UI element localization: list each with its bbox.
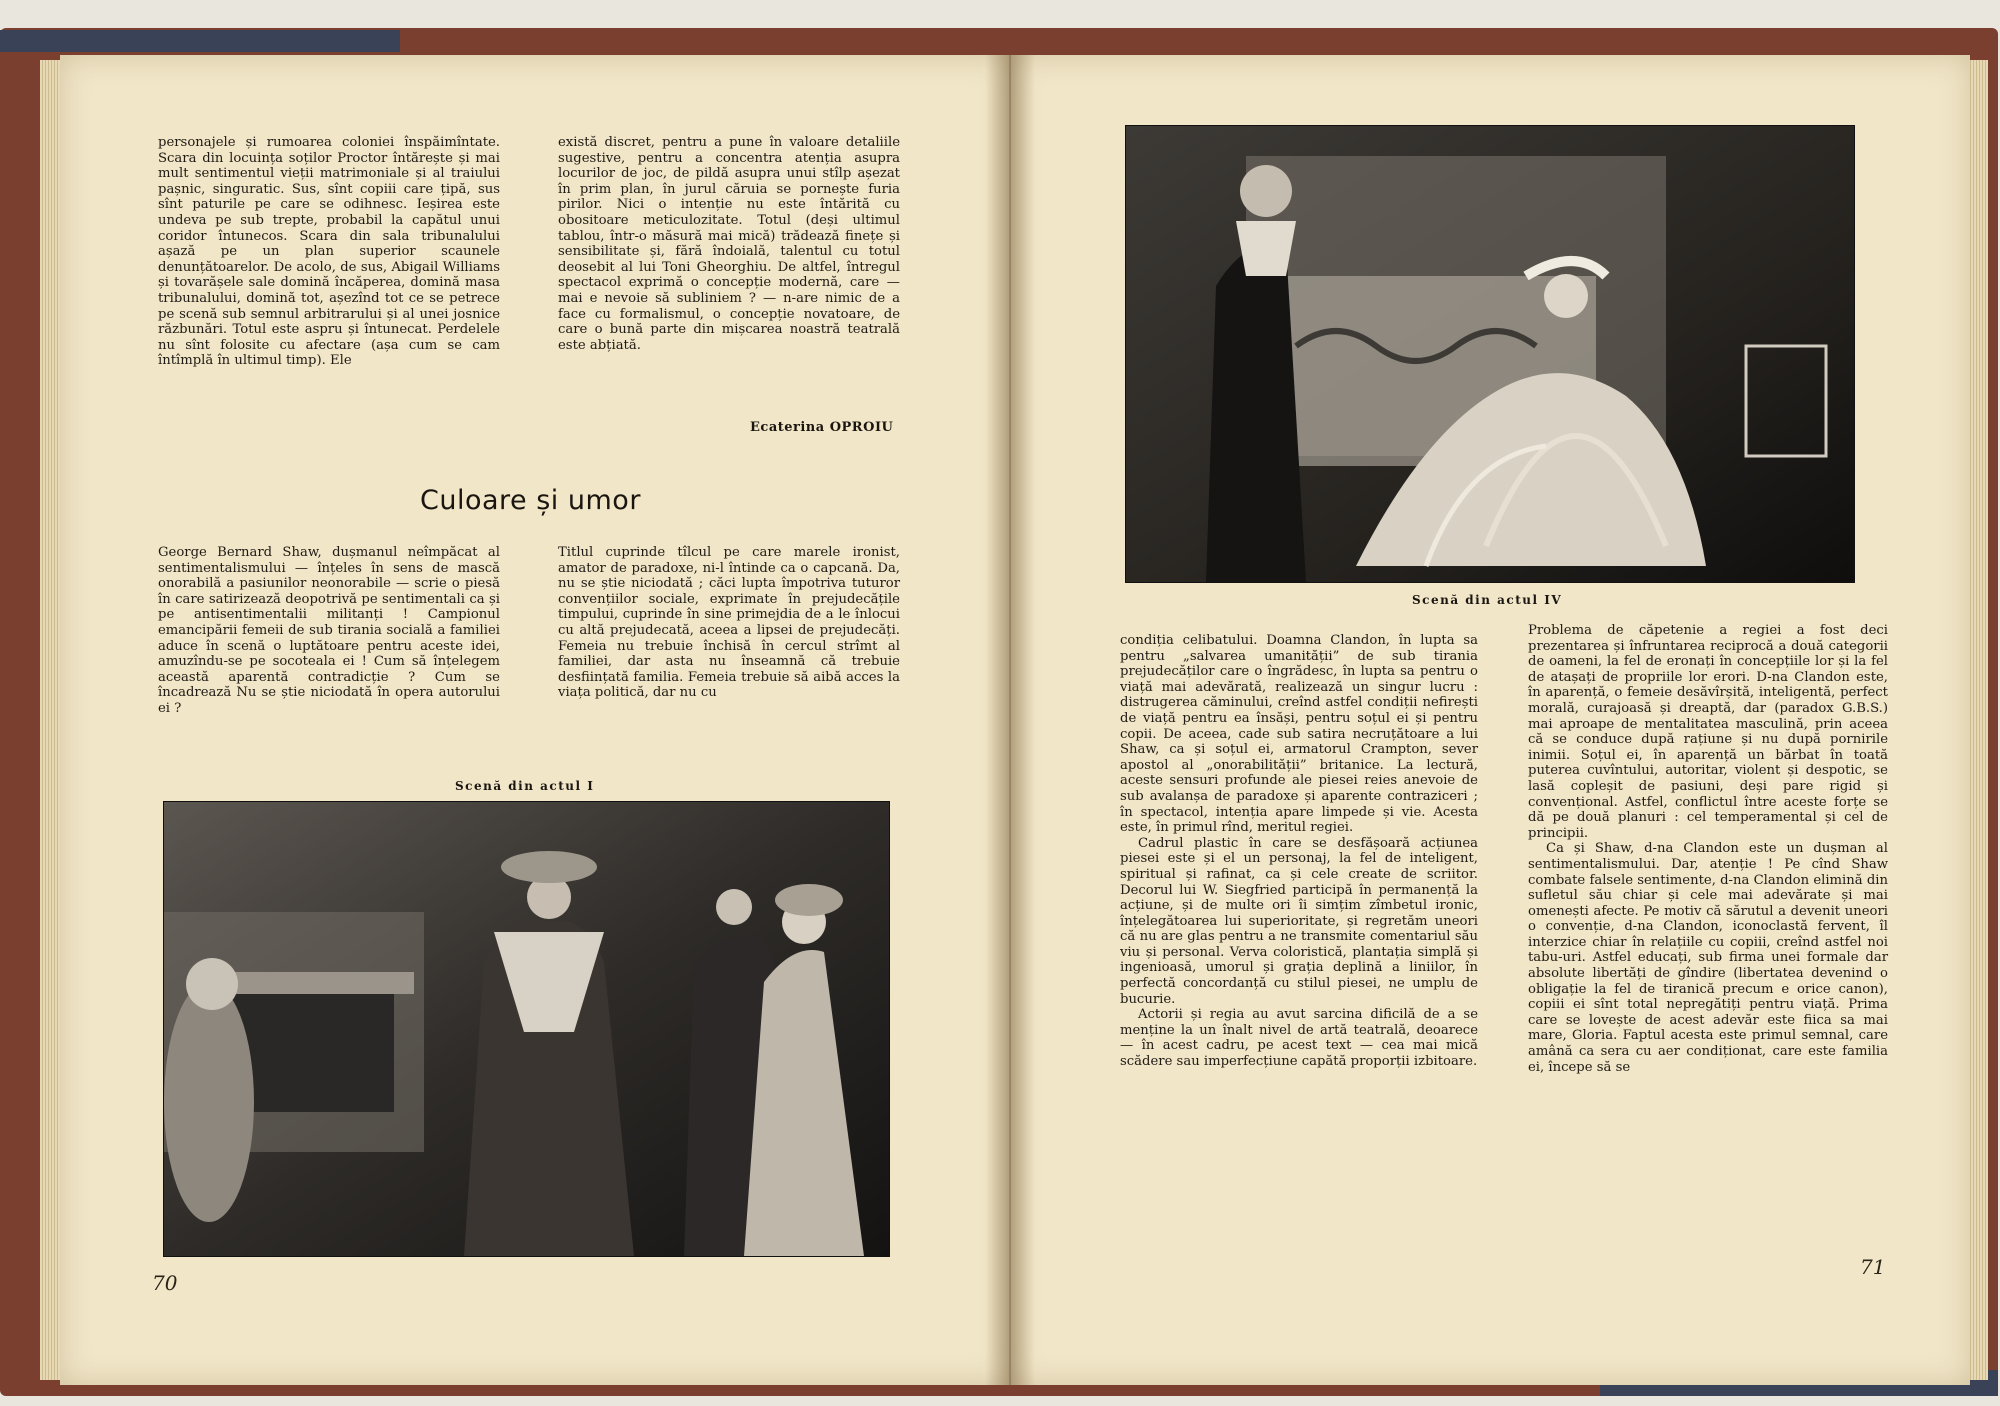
left-column1-bottom: George Bernard Shaw, dușmanul neîmpăcat al sentimentalismului — înțeles în sens de mască onorabilă a pasiunilor neonorabile — scrie o piesă în care satirizează deopotrivă pe sentimentali ca și pe antisentimentalii militanți ! Campionul emancipării femeii de sub tirania socială a familiei aduce în scenă o luptătoare pentru aceste idei, amuzîndu-se pe socoteala ei ! Cum să înțelegem această aparentă contradicție ? Cum se încadrează Nu se știe niciodată în opera autorului ei ? <box>158 545 500 716</box>
page-number-left: 70 <box>152 1271 178 1295</box>
page-edges-left <box>40 60 62 1380</box>
right-column2-paragraph2: Ca și Shaw, d-na Clandon este un dușman al sentimentalismului. Dar, atenție ! Pe cînd Shaw combate falsele sentimente, d-na Clandon elimină din sufletul său chiar și cele mai adevărate și mai omenești afecte. Pe motiv că sărutul a devenit uneori o convenție, d-na Clandon, iconoclastă fervent, îl interzice chiar în relațiile cu copiii, creînd astfel noi tabu-uri. Astfel educați, sub firma unei formale dar absolute libertăți de gîndire (libertatea devenind o obligație la fel de tiranică precum e orice canon), copiii ei sînt total nepregătiți pentru viață. Prima care se lovește de acest adevăr este fiica sa mai mare, Gloria. Faptul acesta este primul semnal, care amână ca sera cu aer condiționat, care este familia ei, începe să se <box>1528 841 1888 1075</box>
stage-photo-act4 <box>1125 125 1855 583</box>
page-number-right: 71 <box>1860 1255 1886 1279</box>
left-column2-top: există discret, pentru a pune în valoare detaliile sugestive, pentru a concentra atenția asupra locurilor de joc, de pildă asupra unui stîlp așezat în prim plan, în jurul căruia se pornește furia pirilor. Nici o intenție nu este întărită cu obositoare meticulozitate. Totul (deși ultimul tablou, într-o măsură mai mică) trădează finețe și sensibilitate și, fără îndoială, talentul cu totul deosebit al lui Toni Gheorghiu. De altfel, întregul spectacol exprimă o concepție modernă, care — mai e nevoie să subliniem ? — n-are nimic de a face cu formalismul, o concepție novatoare, de care o bună parte din mișcarea noastră teatrală este abțiată. <box>558 135 900 353</box>
page-edges-right <box>1968 60 1988 1380</box>
stage-photo-act1 <box>163 801 890 1257</box>
book-gutter <box>985 55 1035 1385</box>
right-column2 <box>1528 623 1888 1075</box>
cover-cloth <box>0 30 400 52</box>
right-column1-paragraph3: Actorii și regia au avut sarcina dificilă de a se menține la un înalt nivel de artă teatrală, deoarece — în acest cadru, pe acest text — cea mai mică scădere sau imperfecțiune capătă proporții izbitoare. <box>1120 1007 1478 1070</box>
right-column1-paragraph1: condiția celibatului. Doamna Clandon, în lupta sa pentru „salvarea umanității” de sub tirania prejudecăților care o îngrădesc, în lupta sa pentru o viață mai adevărată, realizează un singur lucru : distrugerea căminului, creînd astfel condiții nefirești de viață pentru ea însăși, pentru soțul ei și pentru copii. De aceea, cade sub satira necruțătoare a lui Shaw, ca și soțul ei, armatorul Crampton, sever apostol al „onorabilității” britanice. La lectură, aceste sensuri profunde ale piesei reies anevoie de sub avalanșa de paradoxe și aparente contraziceri ; în spectacol, intenția apare limpede și vie. Acesta este, în primul rînd, meritul regiei. <box>1120 633 1478 836</box>
right-page <box>1010 55 1970 1385</box>
right-column2-paragraph1: Problema de căpetenie a regiei a fost deci prezentarea și înfruntarea reciprocă a două categorii de oameni, la fel de eronați în concepțiile lor și la fel de atașați de propriile lor erori. D-na Clandon este, în aparență, o femeie desăvîrșită, inteligentă, perfect morală, curajoasă și dreaptă, dar (paradox G.B.S.) mai aproape de mentalitatea masculină, prin aceea că se conduce după rațiune și nu după pornirile inimii. Soțul ei, în aparență un bărbat în toată puterea cuvîntului, autoritar, violent și despotic, se lasă copleșit de pasiuni, deși pare rigid și convențional. Astfel, conflictul între aceste forțe se dă pe două planuri : cel temperamental și cel de principii. <box>1528 623 1888 841</box>
article-title: Culoare și umor <box>420 485 641 516</box>
photo-image <box>1126 126 1854 582</box>
left-page <box>60 55 1010 1385</box>
left-column2-bottom: Titlul cuprinde tîlcul pe care marele ironist, amator de paradoxe, ni-l întinde ca o capcană. Da, nu se știe niciodată ; căci lupta împotriva tuturor convențiilor sociale, exprimate în prejudecățile timpului, cuprinde în sine primejdia de a le înlocui cu altă prejudecată, aceea a lipsei de prejudecăți. Femeia nu trebuie închisă în cercul strîmt al familiei, dar asta nu înseamnă că trebuie desființată familia. Femeia trebuie să aibă acces la viața politică, dar nu cu <box>558 545 900 701</box>
author-signature: Ecaterina OPROIU <box>750 420 894 435</box>
photo-caption-act4: Scenă din actul IV <box>1412 593 1563 607</box>
photo-caption-act1: Scenă din actul I <box>455 779 595 793</box>
right-column1-paragraph2: Cadrul plastic în care se desfășoară acțiunea piesei este și el un personaj, la fel de inteligent, spiritual și rafinat, ca și cele create de scriitor. Decorul lui W. Siegfried participă în permanență la acțiune, și de multe ori îi simțim zîmbetul ironic, înțelegătoarea lui superioritate, și regretăm uneori că nu are glas pentru a ne transmite comentariul său viu și personal. Verva coloristică, plantația simplă și ingenioasă, umorul și grația deplină a liniilor, în perfectă concordanță cu stilul piesei, ne umplu de bucurie. <box>1120 835 1478 1007</box>
photo-image <box>164 802 889 1256</box>
right-column1 <box>1120 633 1478 1070</box>
left-column1-top: personajele și rumoarea coloniei înspăimîntate. Scara din locuința soților Proctor întărește și mai mult sentimentul vieții matrimoniale și al traiului pașnic, singuratic. Sus, sînt copiii care țipă, sus sînt paturile pe care se odihnesc. Ieșirea este undeva pe sub trepte, probabil la capătul unui coridor întunecos. Scara din sala tribunalului așază pe un plan superior scaunele denunțătoarelor. De acolo, de sus, Abigail Williams și tovarășele sale domină încăperea, domină masa tribunalului, domină tot, așezînd tot ce se petrece pe scenă sub semnul arbitrarului și al unei josnice răzbunări. Totul este aspru și întunecat. Perdelele nu sînt folosite cu afectare (așa cum se cam întîmplă în ultimul timp). Ele <box>158 135 500 369</box>
